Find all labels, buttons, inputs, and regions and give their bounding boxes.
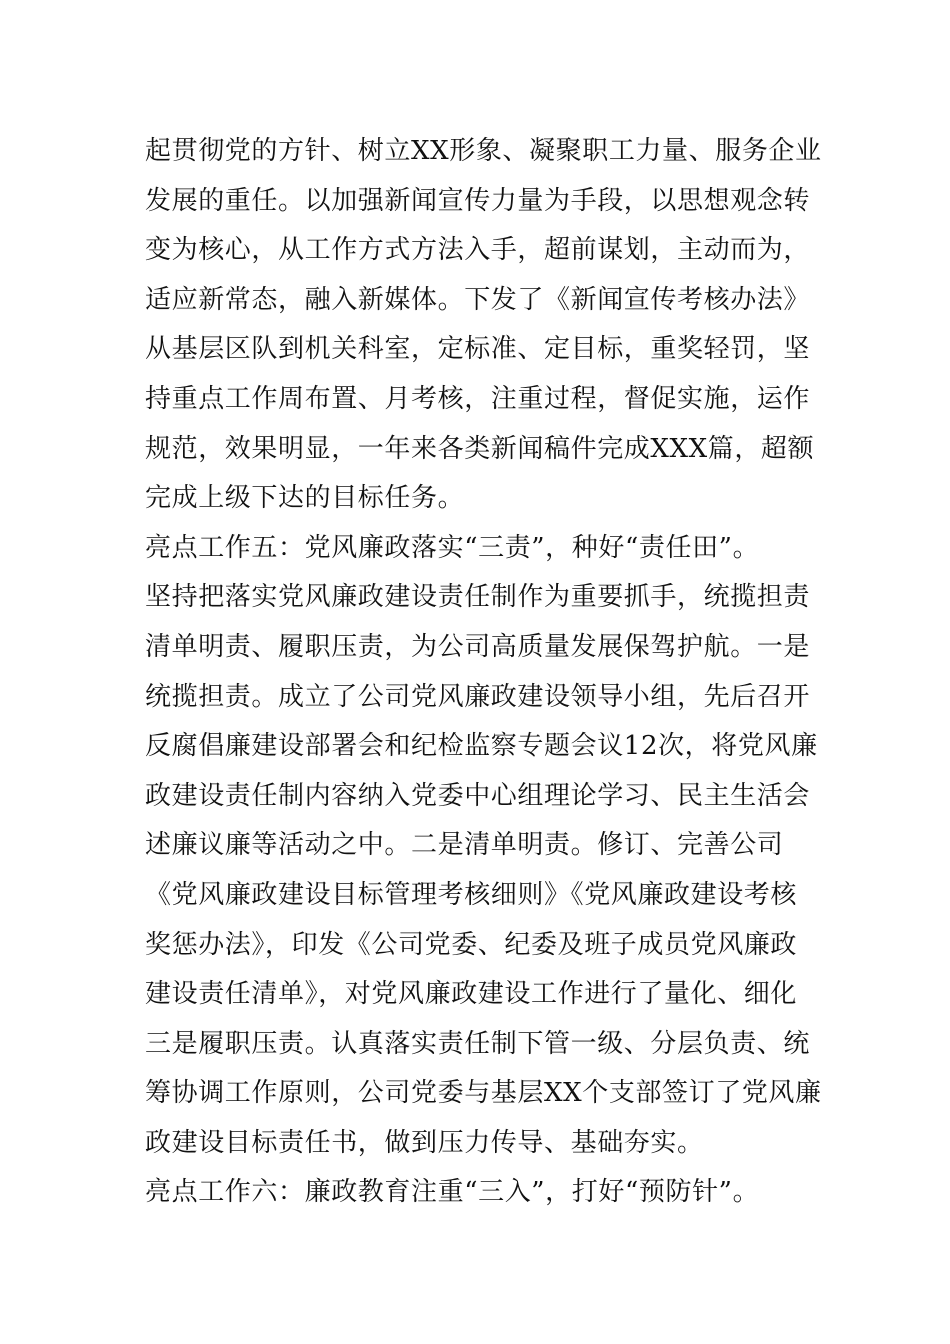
text-line: 规范，效果明显，一年来各类新闻稿件完成XXX篇，超额 <box>145 433 815 464</box>
text-line: 统揽担责。成立了公司党风廉政建设领导小组，先后召开 <box>145 681 811 712</box>
text-line: 起贯彻党的方针、树立XX形象、凝聚职工力量、服务企业 <box>145 136 822 166</box>
text-line: 完成上级下达的目标任务。 <box>145 483 465 514</box>
text-line: 从基层区队到机关科室，定标准、定目标，重奖轻罚，坚 <box>145 334 811 365</box>
text-line: 清单明责、履职压责，为公司高质量发展保驾护航。一是 <box>145 631 811 662</box>
text-line: 政建设责任制内容纳入党委中心组理论学习、民主生活会 <box>145 780 811 811</box>
text-line: 三是履职压责。认真落实责任制下管一级、分层负责、统 <box>145 1028 811 1059</box>
text-line: 筹协调工作原则，公司党委与基层XX个支部签订了党风廉 <box>145 1078 822 1109</box>
section-heading-5: 亮点工作五：党风廉政落实“三责”，种好“责任田”。 <box>145 532 760 563</box>
text-line: 反腐倡廉建设部署会和纪检监察专题会议12次，将党风廉 <box>145 731 818 762</box>
text-line: 奖惩办法》，印发《公司党委、纪委及班子成员党风廉政 <box>145 929 798 960</box>
text-line: 政建设目标责任书，做到压力传导、基础夯实。 <box>145 1127 704 1158</box>
text-line: 建设责任清单》，对党风廉政建设工作进行了量化、细化 <box>145 979 798 1010</box>
text-line: 发展的重任。以加强新闻宣传力量为手段，以思想观念转 <box>145 185 811 216</box>
text-line: 变为核心，从工作方式方法入手，超前谋划，主动而为， <box>145 235 811 266</box>
body-text <box>145 127 825 1218</box>
text-line: 适应新常态，融入新媒体。下发了《新闻宣传考核办法》 <box>145 284 811 315</box>
text-line: 持重点工作周布置、月考核，注重过程，督促实施，运作 <box>145 383 811 414</box>
section-heading-6: 亮点工作六：廉政教育注重“三入”，打好“预防针”。 <box>145 1177 760 1208</box>
text-line: 坚持把落实党风廉政建设责任制作为重要抓手，统揽担责 <box>145 582 811 613</box>
text-line: 述廉议廉等活动之中。二是清单明责。修订、完善公司 <box>145 830 784 861</box>
text-line: 《党风廉政建设目标管理考核细则》《党风廉政建设考核 <box>145 879 798 910</box>
